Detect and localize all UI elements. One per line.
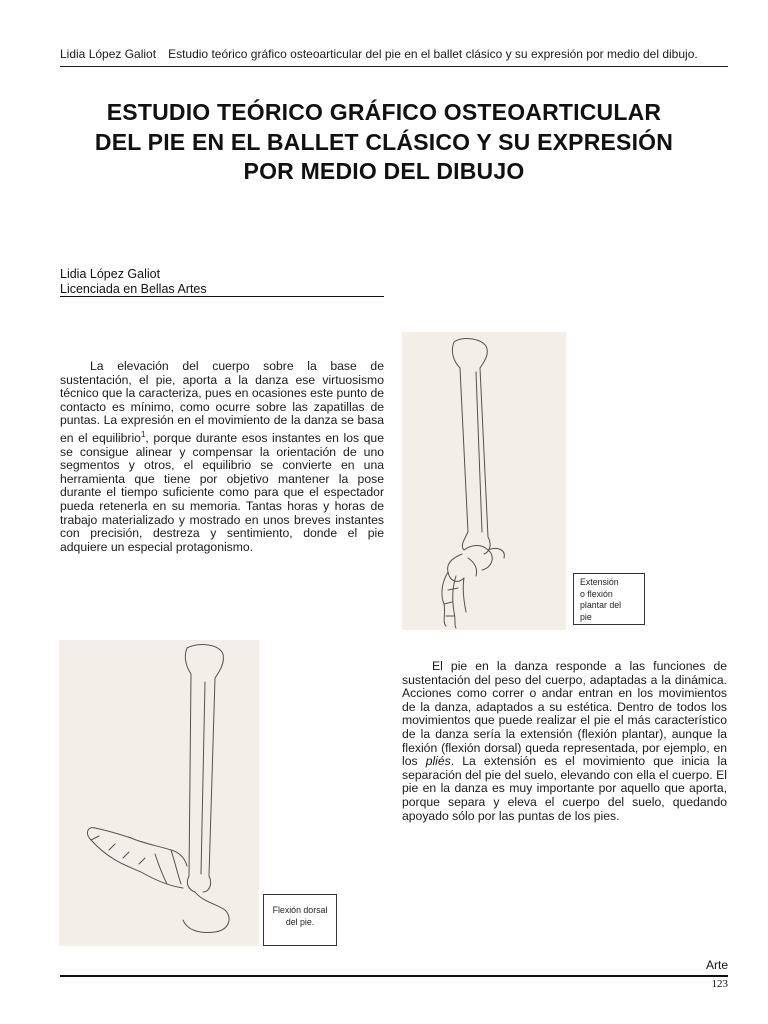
footnote-marker: 1	[140, 429, 146, 439]
page-number: 123	[711, 978, 728, 990]
dorsal-flexion-illustration	[59, 640, 259, 946]
author-name: Lidia López Galiot	[60, 267, 161, 281]
footer-rule	[60, 975, 728, 977]
article-title	[50, 98, 718, 187]
figure-1-caption-line-2: o flexión	[580, 588, 613, 599]
paragraph-2	[402, 660, 727, 823]
running-header-title: Estudio teórico gráfico osteoarticular del pie en el ballet clásico y su expresión por medio del dibujo.	[168, 47, 698, 61]
paragraph-2-text-b: . La extensión es el movimiento que inicia la separación del pie del suelo, elevando con ella el cuerpo. El pie en la danza es muy importante por aquello que aporta, porque separa y eleva el cuerpo del suelo, quedando apoyado sólo por las puntas de los pies.	[402, 754, 727, 823]
figure-2-caption-line-1: Flexión dorsal	[272, 905, 328, 915]
paragraph-1-text-a: La elevación del cuerpo sobre la base de sustentación, el pie, aporta a la danza ese virtuosismo técnico que la caracteriza, pues en ocasiones este punto de contacto es mínimo, como ocurre sobre las zapatillas de puntas. La expresión en el movimiento de la danza se basa en el equilibrio	[60, 359, 384, 446]
author-rule	[60, 296, 384, 297]
footer-section-label: Arte	[705, 958, 728, 972]
header-rule	[60, 66, 728, 67]
author-block	[60, 267, 384, 297]
author-affiliation: Licenciada en Bellas Artes	[60, 282, 207, 296]
figure-1-caption-line-4: pie	[580, 611, 592, 622]
figure-2-caption-line-2: del pie.	[285, 916, 315, 927]
figure-plantar-flexion-drawing	[402, 332, 566, 630]
figure-2-caption	[263, 894, 337, 946]
figure-1-caption-line-1: Extensión	[580, 577, 619, 587]
paragraph-2-text-a: El pie en la danza responde a las funciones de sustentación del peso del cuerpo, adaptadas a la dinámica. Acciones como correr o andar entran en los movimientos de la danza, adaptados a su estética. Dentro de todos los movimientos que puede realizar el pie el más característico de la danza sería la extensión (flexión plantar), aunque la flexión (flexión dorsal) queda representada, por ejemplo, en los	[402, 659, 727, 769]
figure-1-caption-line-3: plantar del	[580, 600, 622, 610]
plantar-flexion-illustration	[402, 332, 566, 630]
paragraph-1-text-b: , porque durante esos instantes en los que se consigue alinear y compensar la orientación de uno segmentos y otros, el equilibrio se convierte en una herramienta que tiene por objetivo mantener la pose durante el tiempo suficiente como para que el espectador pueda retenerla en su memoria. Tantas horas y horas de trabajo materializado y mostrado en unos breves instantes con precisión, destreza y sentimiento, donde el pie adquiere un especial protagonismo.	[60, 431, 384, 554]
running-header	[60, 46, 728, 62]
figure-dorsal-flexion-drawing	[59, 640, 259, 946]
running-header-author: Lidia López Galiot	[60, 47, 157, 61]
figure-1-caption	[573, 573, 645, 625]
title-line-3: POR MEDIO DEL DIBUJO	[243, 158, 525, 184]
title-line-1: ESTUDIO TEÓRICO GRÁFICO OSTEOARTICULAR	[106, 99, 662, 125]
title-line-2: DEL PIE EN EL BALLET CLÁSICO Y SU EXPRESIÓN	[94, 128, 674, 155]
paragraph-2-italic-term: pliés	[425, 754, 451, 769]
paragraph-1	[60, 360, 384, 554]
